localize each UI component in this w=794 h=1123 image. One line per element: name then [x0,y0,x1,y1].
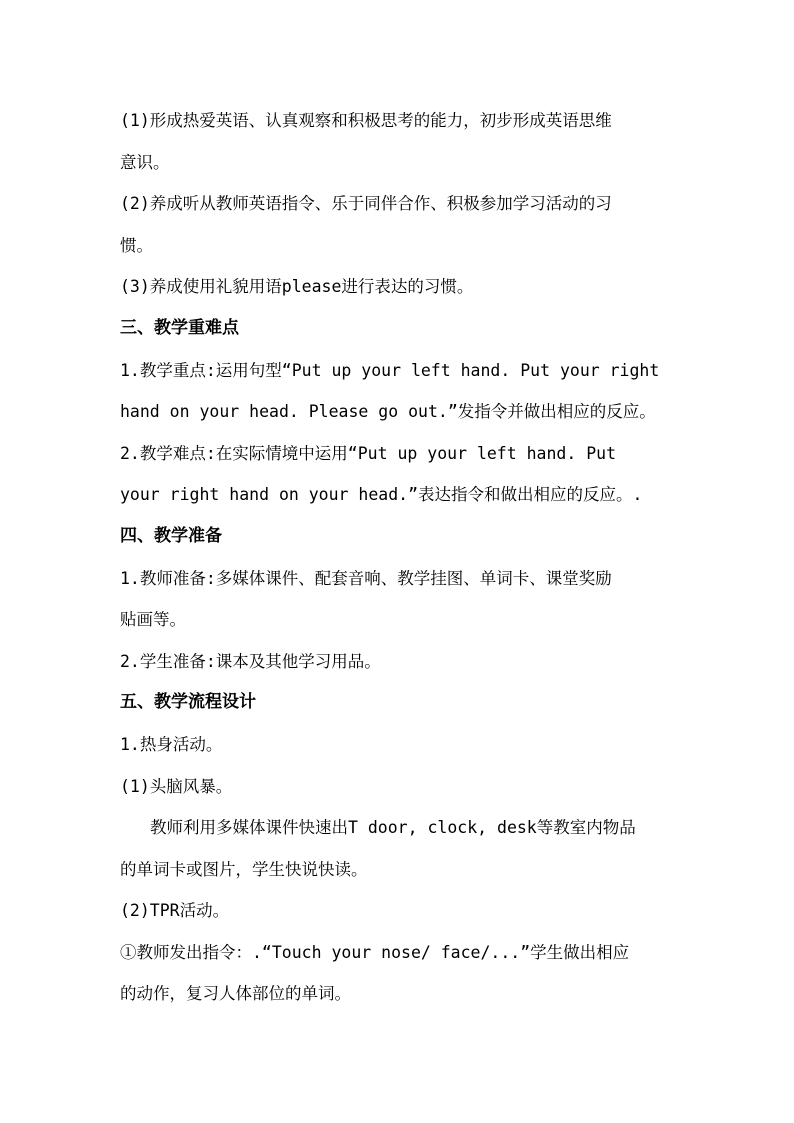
objective-1-line-1: (1)形成热爱英语、认真观察和积极思考的能力，初步形成英语思维 [120,111,612,130]
objective-2-line-2: 惯。 [120,235,153,255]
brainstorm-line: (1)头脑风暴。 [120,776,233,796]
section-heading-process: 五、教学流程设计 [120,692,256,713]
difficulty-line-1: 2.教学难点:在实际情境中运用“Put up your left hand. Put [120,443,617,463]
objective-2-line-1: (2)养成听从教师英语指令、乐于同伴合作、积极参加学习活动的习 [120,194,612,214]
section-heading-preparation: 四、教学准备 [120,525,222,546]
brainstorm-desc-line-2: 的单词卡或图片，学生快说快读。 [120,859,368,879]
document-body [120,100,680,1015]
tpr-step-line-1: ①教师发出指令：.“Touch your nose/ face/...”学生做出相应 [120,942,630,962]
key-point-line-1: 1.教学重点:运用句型“Put up your left hand. Put your right [120,360,660,380]
teacher-prep-line-2: 贴画等。 [120,610,186,630]
tpr-line: (2)TPR活动。 [120,901,230,921]
brainstorm-desc-line-1: 教师利用多媒体课件快速出T door, clock, desk等教室内物品 [150,818,636,838]
warmup-line: 1.热身活动。 [120,734,223,754]
objective-3-line: (3)养成使用礼貌用语please进行表达的习惯。 [120,277,474,297]
key-point-line-2: hand on your head. Please go out.”发指令并做出相应的反应。 [120,402,656,422]
objective-1-line-2: 意识。 [120,152,170,172]
teacher-prep-line-1: 1.教师准备:多媒体课件、配套音响、教学挂图、单词卡、课堂奖励 [120,568,612,588]
section-heading-key-points: 三、教学重难点 [120,317,239,338]
difficulty-line-2: your right hand on your head.”表达指令和做出相应的反应。. [120,485,643,505]
student-prep-line: 2.学生准备:课本及其他学习用品。 [120,651,381,671]
tpr-step-line-2: 的动作，复习人体部位的单词。 [120,984,351,1004]
